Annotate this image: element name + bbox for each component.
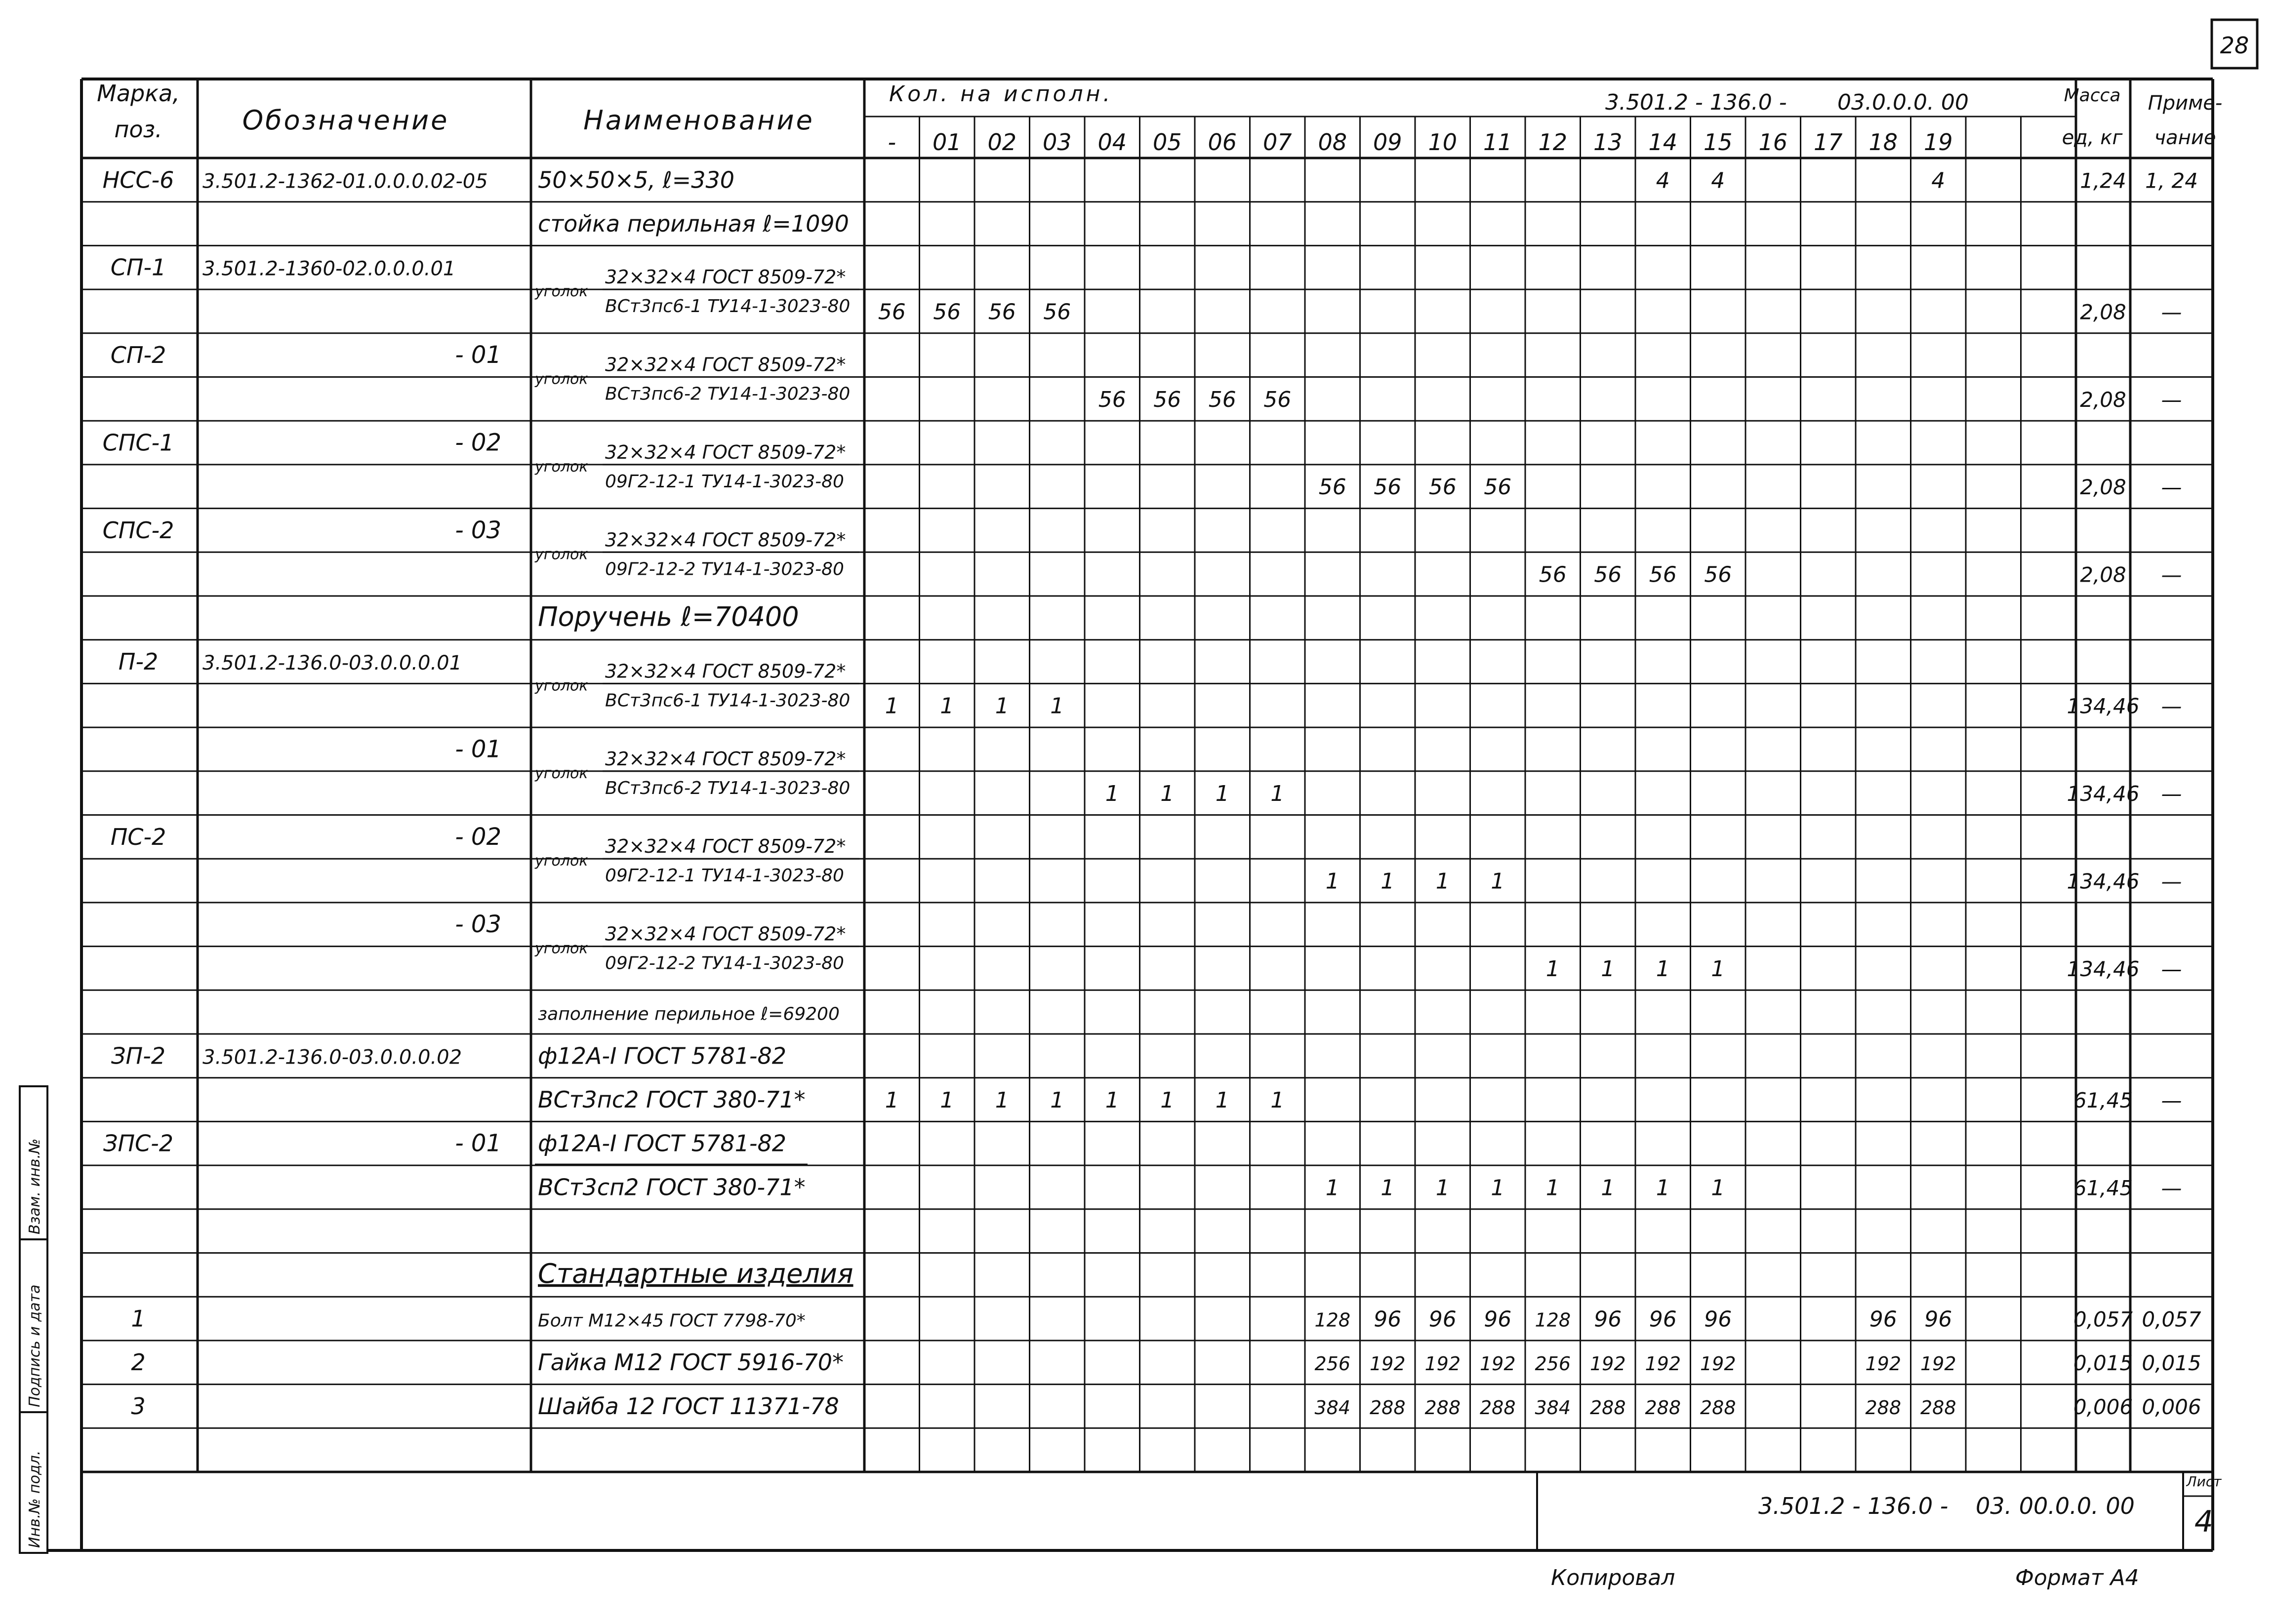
qty-cell-14: 192 — [1645, 1353, 1681, 1375]
row-mass: 134,46 — [2067, 869, 2140, 894]
table-row — [131, 1349, 2201, 1376]
qty-cell-11: 1 — [1491, 1175, 1505, 1201]
qty-cell-12: 1 — [1545, 1175, 1560, 1201]
qty-cell-0: 1 — [885, 693, 899, 719]
angle-prefix: уголок — [535, 283, 588, 301]
qty-cell-2: 1 — [995, 693, 1009, 719]
qty-cell-15: 192 — [1700, 1353, 1736, 1375]
row-designation: - 02 — [455, 823, 501, 851]
table-row — [111, 1042, 786, 1069]
row-note: — — [2161, 475, 2182, 500]
qty-cell-0: 1 — [885, 1088, 899, 1113]
angle-prefix: уголок — [535, 764, 588, 782]
row-mark: СП-2 — [110, 342, 166, 369]
qty-cell-13: 1 — [1601, 956, 1615, 982]
qty-cell-14: 1 — [1656, 956, 1670, 982]
row-name: заполнение перильное ℓ=69200 — [538, 1004, 840, 1025]
row-mass: 2,08 — [2080, 475, 2126, 500]
table-row — [1546, 956, 2182, 982]
qty-cell-9: 1 — [1381, 1175, 1395, 1201]
angle-profile: 32×32×4 ГОСТ 8509-72* — [605, 660, 846, 682]
qty-cell-14: 96 — [1649, 1307, 1677, 1332]
variant-header-3: 03 — [1042, 129, 1072, 156]
qty-cell-10: 1 — [1435, 1175, 1450, 1201]
note-header-2: чание — [2154, 126, 2216, 149]
qty-cell-12: 256 — [1535, 1353, 1571, 1375]
row-mass: 134,46 — [2067, 782, 2140, 806]
qty-cell-13: 56 — [1594, 562, 1622, 588]
variant-header-7: 07 — [1262, 129, 1292, 156]
variant-header-11: 11 — [1483, 129, 1512, 156]
qty-cell-1: 1 — [940, 693, 954, 719]
table-row — [111, 823, 501, 851]
row-designation: - 03 — [455, 516, 501, 544]
row-note: — — [2161, 869, 2182, 894]
table-row — [885, 694, 2182, 719]
qty-cell-3: 1 — [1050, 1088, 1064, 1113]
table-row — [538, 210, 849, 237]
row-designation: - 01 — [455, 1129, 501, 1157]
row-note: 0,015 — [2142, 1351, 2201, 1376]
qty-cell-3: 56 — [1043, 299, 1071, 325]
qty-cell-14: 288 — [1645, 1396, 1681, 1419]
angle-steel-grade: ВСт3пс6-1 ТУ14-1-3023-80 — [605, 296, 851, 317]
row-name: ВСт3пс2 ГОСТ 380-71* — [538, 1086, 806, 1113]
footer-doc-code: 3.501.2 - 136.0 - — [1758, 1493, 1949, 1519]
qty-cell-5: 1 — [1160, 1088, 1175, 1113]
row-designation: 3.501.2-136.0-03.0.0.0.01 — [203, 652, 462, 675]
qty-cell-9: 96 — [1374, 1307, 1402, 1332]
row-note: — — [2161, 1176, 2182, 1200]
qty-cell-4: 1 — [1105, 1088, 1119, 1113]
row-name: ВСт3сп2 ГОСТ 380-71* — [538, 1174, 806, 1201]
variant-header-9: 09 — [1373, 129, 1402, 156]
angle-name-block — [534, 923, 859, 974]
table-row — [131, 1306, 2201, 1332]
angle-prefix: уголок — [535, 546, 588, 563]
variant-header-0: - — [888, 129, 896, 156]
angle-prefix: уголок — [535, 370, 588, 388]
qty-cell-10: 192 — [1424, 1353, 1461, 1375]
table-row — [538, 1258, 853, 1289]
angle-name-block — [534, 748, 859, 798]
qty-cell-11: 192 — [1479, 1353, 1516, 1375]
variant-header-10: 10 — [1428, 129, 1458, 156]
angle-profile: 32×32×4 ГОСТ 8509-72* — [605, 529, 846, 551]
list-number: 4 — [2194, 1505, 2214, 1539]
qty-cell-7: 1 — [1270, 1088, 1285, 1113]
table-row — [1098, 387, 2182, 412]
row-mass: 61,45 — [2073, 1176, 2133, 1200]
angle-name-block — [534, 441, 859, 492]
table-row — [103, 1130, 786, 1157]
header-doc-code-suffix: 03.0.0.0. 00 — [1837, 90, 1969, 115]
qty-cell-8: 128 — [1314, 1309, 1351, 1331]
qty-cell-15: 56 — [1704, 562, 1732, 588]
row-designation: - 02 — [455, 429, 501, 457]
format-label: Формат А4 — [2015, 1565, 2139, 1590]
spec-table-body — [103, 166, 2201, 1420]
angle-profile: 32×32×4 ГОСТ 8509-72* — [605, 266, 846, 288]
designation-header: Обозначение — [242, 105, 449, 136]
row-note: — — [2161, 956, 2182, 981]
qty-cell-7: 1 — [1270, 781, 1285, 807]
row-name: Гайка М12 ГОСТ 5916-70* — [538, 1349, 844, 1376]
angle-steel-grade: ВСт3пс6-1 ТУ14-1-3023-80 — [605, 690, 851, 711]
qty-header: Кол. на исполн. — [889, 81, 1113, 107]
row-designation: - 01 — [455, 735, 501, 763]
row-mass: 0,057 — [2073, 1307, 2133, 1332]
qty-cell-12: 1 — [1545, 956, 1560, 982]
row-mark: 1 — [131, 1305, 146, 1332]
row-designation: 3.501.2-1360-02.0.0.0.01 — [203, 257, 456, 280]
margin-vzam-inv: Взам. инв.№ — [26, 1138, 43, 1234]
angle-profile: 32×32×4 ГОСТ 8509-72* — [605, 354, 846, 376]
qty-cell-6: 56 — [1208, 387, 1236, 412]
qty-cell-18: 288 — [1865, 1396, 1902, 1419]
qty-cell-6: 1 — [1215, 1088, 1229, 1113]
angle-steel-grade: 09Г2-12-2 ТУ14-1-3023-80 — [605, 559, 844, 580]
row-designation: - 03 — [455, 911, 501, 939]
qty-cell-0: 56 — [878, 299, 906, 325]
qty-cell-19: 192 — [1920, 1353, 1956, 1375]
table-row — [1319, 475, 2182, 500]
table-row — [103, 516, 501, 544]
table-row — [119, 648, 462, 675]
mass-header-2: ед, кг — [2062, 126, 2123, 149]
qty-cell-1: 1 — [940, 1088, 954, 1113]
row-mark: ЗП-2 — [111, 1042, 165, 1069]
qty-cell-19: 4 — [1931, 168, 1946, 194]
qty-cell-14: 56 — [1649, 562, 1677, 588]
qty-cell-8: 384 — [1314, 1396, 1351, 1419]
qty-cell-11: 1 — [1491, 869, 1505, 894]
row-designation: 3.501.2-1362-01.0.0.0.02-05 — [203, 170, 488, 193]
qty-cell-9: 192 — [1369, 1353, 1406, 1375]
table-row — [1326, 869, 2182, 894]
qty-cell-1: 56 — [933, 299, 961, 325]
variant-header-15: 15 — [1703, 129, 1733, 156]
row-mark: СПС-1 — [102, 429, 174, 456]
margin-inv-podl: Инв.№ подл. — [26, 1450, 43, 1548]
row-note: 1, 24 — [2145, 168, 2198, 193]
qty-cell-2: 56 — [988, 299, 1016, 325]
qty-cell-18: 192 — [1865, 1353, 1902, 1375]
qty-cell-5: 56 — [1153, 387, 1181, 412]
angle-steel-grade: ВСт3пс6-2 ТУ14-1-3023-80 — [605, 384, 851, 404]
angle-prefix: уголок — [535, 852, 588, 870]
qty-cell-8: 56 — [1318, 475, 1346, 500]
left-margin — [20, 1086, 47, 1553]
qty-cell-8: 1 — [1325, 1175, 1340, 1201]
variant-header-1: 01 — [932, 129, 962, 156]
copied-label: Копировал — [1551, 1565, 1675, 1590]
variant-header-16: 16 — [1758, 129, 1788, 156]
row-mass: 0,015 — [2073, 1351, 2133, 1376]
variant-header-19: 19 — [1923, 129, 1953, 156]
qty-cell-10: 56 — [1428, 475, 1457, 500]
angle-steel-grade: 09Г2-12-1 ТУ14-1-3023-80 — [605, 471, 844, 492]
qty-cell-13: 1 — [1601, 1175, 1615, 1201]
row-mass: 0,006 — [2073, 1394, 2133, 1419]
qty-cell-2: 1 — [995, 1088, 1009, 1113]
qty-cell-10: 96 — [1428, 1307, 1457, 1332]
angle-name-block — [534, 660, 859, 711]
sheet-number: 28 — [2220, 32, 2249, 59]
angle-prefix: уголок — [535, 458, 588, 475]
qty-cell-15: 1 — [1711, 956, 1725, 982]
angle-name-block — [534, 354, 859, 404]
angle-profile: 32×32×4 ГОСТ 8509-72* — [605, 835, 846, 858]
row-note: — — [2161, 694, 2182, 718]
qty-cell-7: 56 — [1263, 387, 1292, 412]
row-mass: 134,46 — [2067, 694, 2140, 718]
list-label: Лист — [2186, 1473, 2222, 1490]
angle-profile: 32×32×4 ГОСТ 8509-72* — [605, 441, 846, 463]
row-mass: 2,08 — [2080, 300, 2126, 324]
angle-name-block — [534, 835, 859, 886]
qty-cell-12: 56 — [1539, 562, 1567, 588]
variant-header-2: 02 — [987, 129, 1017, 156]
row-mark: ЗПС-2 — [103, 1130, 174, 1157]
qty-cell-9: 56 — [1374, 475, 1402, 500]
name-header: Наименование — [583, 105, 814, 136]
qty-cell-10: 1 — [1435, 869, 1450, 894]
table-row — [455, 735, 501, 763]
variant-header-5: 05 — [1152, 129, 1182, 156]
footer-doc-code-suffix: 03. 00.0.0. 00 — [1976, 1493, 2135, 1519]
qty-cell-19: 96 — [1924, 1307, 1952, 1332]
qty-cell-9: 1 — [1381, 869, 1395, 894]
header-doc-code: 3.501.2 - 136.0 - — [1605, 90, 1787, 115]
row-note: — — [2161, 300, 2182, 324]
qty-cell-13: 96 — [1594, 1307, 1622, 1332]
qty-cell-11: 288 — [1479, 1396, 1516, 1419]
note-header-1: Приме- — [2148, 92, 2223, 115]
row-name: стойка перильная ℓ=1090 — [538, 210, 849, 238]
title-block — [1551, 1473, 2222, 1590]
table-row — [103, 429, 501, 457]
angle-name-block — [534, 266, 859, 317]
row-mass: 2,08 — [2080, 562, 2126, 587]
angle-steel-grade: 09Г2-12-1 ТУ14-1-3023-80 — [605, 866, 844, 886]
qty-cell-15: 4 — [1711, 168, 1725, 194]
row-mass: 134,46 — [2067, 956, 2140, 981]
table-row — [111, 341, 501, 369]
qty-cell-5: 1 — [1160, 781, 1175, 807]
row-name: ф12А-I ГОСТ 5781-82 — [538, 1042, 786, 1069]
variant-header-12: 12 — [1538, 129, 1568, 156]
angle-prefix: уголок — [535, 940, 588, 957]
margin-signature-date: Подпись и дата — [26, 1284, 43, 1407]
variant-header-13: 13 — [1593, 129, 1623, 156]
mass-header-1: Масса — [2064, 85, 2121, 106]
qty-cell-11: 96 — [1484, 1307, 1512, 1332]
qty-cell-14: 1 — [1656, 1175, 1670, 1201]
variant-header-14: 14 — [1648, 129, 1678, 156]
qty-cell-10: 288 — [1424, 1396, 1461, 1419]
qty-cell-14: 4 — [1656, 168, 1670, 194]
qty-cell-13: 192 — [1589, 1353, 1626, 1375]
variant-header-18: 18 — [1868, 129, 1898, 156]
table-row — [131, 1393, 2201, 1420]
table-row — [103, 166, 2198, 193]
row-mass: 1,24 — [2080, 168, 2126, 193]
row-designation: - 01 — [455, 341, 501, 369]
qty-cell-13: 288 — [1589, 1396, 1626, 1419]
qty-cell-4: 1 — [1105, 781, 1119, 807]
row-note: 0,057 — [2142, 1307, 2201, 1332]
angle-name-block — [534, 529, 859, 579]
qty-cell-11: 56 — [1484, 475, 1512, 500]
table-row — [878, 299, 2182, 324]
row-note: — — [2161, 1088, 2182, 1113]
qty-cell-15: 96 — [1704, 1307, 1732, 1332]
row-name: ф12А-I ГОСТ 5781-82 — [538, 1130, 786, 1157]
angle-profile: 32×32×4 ГОСТ 8509-72* — [605, 923, 846, 945]
row-name: Шайба 12 ГОСТ 11371-78 — [538, 1392, 839, 1420]
angle-steel-grade: 09Г2-12-2 ТУ14-1-3023-80 — [605, 953, 844, 974]
row-mark: СП-1 — [110, 254, 166, 281]
qty-cell-6: 1 — [1215, 781, 1229, 807]
row-mark: 2 — [131, 1349, 146, 1376]
row-designation: 3.501.2-136.0-03.0.0.0.02 — [203, 1046, 462, 1069]
mark-header-2: поз. — [114, 116, 162, 143]
variant-header-8: 08 — [1318, 129, 1347, 156]
row-mark: СПС-2 — [102, 516, 174, 544]
qty-cell-15: 288 — [1700, 1396, 1736, 1419]
variant-header-4: 04 — [1097, 129, 1127, 156]
qty-cell-4: 56 — [1098, 387, 1126, 412]
row-mass: 61,45 — [2073, 1088, 2133, 1113]
row-note: — — [2161, 782, 2182, 806]
mark-header-1: Марка, — [97, 80, 180, 107]
row-note: 0,006 — [2142, 1394, 2201, 1419]
qty-cell-12: 128 — [1535, 1309, 1571, 1331]
qty-cell-12: 384 — [1535, 1396, 1571, 1419]
qty-cell-18: 96 — [1869, 1307, 1897, 1332]
variant-header-17: 17 — [1813, 129, 1843, 156]
row-mark: ПС-2 — [110, 823, 166, 850]
row-mark: 3 — [131, 1392, 146, 1420]
qty-cell-8: 256 — [1314, 1353, 1351, 1375]
angle-profile: 32×32×4 ГОСТ 8509-72* — [605, 748, 846, 770]
row-mark: НСС-6 — [102, 166, 174, 194]
qty-cell-3: 1 — [1050, 693, 1064, 719]
row-name: 50×50×5, ℓ=330 — [538, 166, 735, 194]
angle-prefix: уголок — [535, 677, 588, 695]
row-name: Поручень ℓ=70400 — [538, 601, 799, 633]
variant-header-6: 06 — [1208, 129, 1237, 156]
qty-cell-15: 1 — [1711, 1175, 1725, 1201]
row-note: — — [2161, 387, 2182, 412]
row-note: — — [2161, 562, 2182, 587]
table-row — [455, 911, 501, 938]
row-name: Болт М12×45 ГОСТ 7798-70* — [538, 1310, 806, 1331]
angle-steel-grade: ВСт3пс6-2 ТУ14-1-3023-80 — [605, 778, 851, 798]
qty-cell-9: 288 — [1369, 1396, 1406, 1419]
qty-cell-8: 1 — [1325, 869, 1340, 894]
row-mark: П-2 — [118, 648, 159, 675]
table-row — [538, 601, 799, 632]
table-row — [111, 254, 456, 281]
table-row — [538, 1004, 840, 1025]
spec-table-header — [97, 80, 2222, 156]
row-mass: 2,08 — [2080, 387, 2126, 412]
qty-cell-19: 288 — [1920, 1396, 1956, 1419]
row-name: Стандартные изделия — [538, 1258, 853, 1289]
